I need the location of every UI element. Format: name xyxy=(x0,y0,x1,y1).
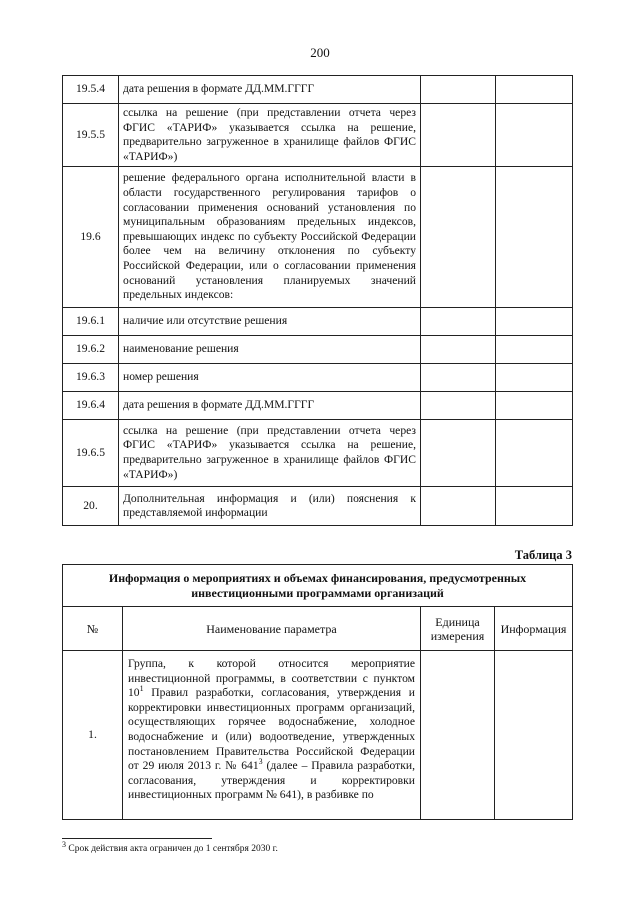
table-title: Информация о мероприятиях и объемах финансирования, предусмотренных инвестиционными программами организаций xyxy=(63,565,573,607)
footnote xyxy=(62,839,278,854)
table-row xyxy=(63,419,573,486)
unit-cell xyxy=(421,651,495,820)
header-number: № xyxy=(63,607,123,651)
unit-cell xyxy=(421,335,496,363)
row-number: 19.6.4 xyxy=(63,391,119,419)
row-text xyxy=(123,651,421,820)
row-number: 19.5.5 xyxy=(63,104,119,167)
investment-table xyxy=(62,564,573,820)
row-number: 19.5.4 xyxy=(63,76,119,104)
footnote-ref: 1 xyxy=(139,684,144,694)
info-cell xyxy=(496,167,573,307)
header-parameter: Наименование параметра xyxy=(123,607,421,651)
row-number: 20. xyxy=(63,487,119,526)
unit-cell xyxy=(421,391,496,419)
row-text-part: Группа, к которой относится мероприятие инвестиционной программы, в соответствии с пунктом 10 xyxy=(128,657,415,700)
row-number: 19.6.3 xyxy=(63,363,119,391)
header-unit: Единица измерения xyxy=(421,607,495,651)
row-number: 19.6.1 xyxy=(63,307,119,335)
footnote-divider xyxy=(62,838,212,839)
row-number: 19.6.5 xyxy=(63,419,119,486)
table-row xyxy=(63,363,573,391)
row-text: дата решения в формате ДД.ММ.ГГГГ xyxy=(119,76,421,104)
row-number: 19.6.2 xyxy=(63,335,119,363)
info-cell xyxy=(496,76,573,104)
table-row xyxy=(63,335,573,363)
table-label: Таблица 3 xyxy=(514,548,572,562)
unit-cell xyxy=(421,104,496,167)
info-cell xyxy=(495,651,573,820)
info-cell xyxy=(496,487,573,526)
info-cell xyxy=(496,363,573,391)
info-cell xyxy=(496,104,573,167)
row-text: дата решения в формате ДД.ММ.ГГГГ xyxy=(119,391,421,419)
row-text: наличие или отсутствие решения xyxy=(119,307,421,335)
row-text: номер решения xyxy=(119,363,421,391)
table-title-row xyxy=(63,565,573,607)
row-text: наименование решения xyxy=(119,335,421,363)
row-number: 1. xyxy=(63,651,123,820)
row-text: Дополнительная информация и (или) пояснения к представляемой информации xyxy=(119,487,421,526)
unit-cell xyxy=(421,363,496,391)
page-number: 200 xyxy=(310,45,330,60)
unit-cell xyxy=(421,487,496,526)
info-cell xyxy=(496,335,573,363)
table-row xyxy=(63,104,573,167)
unit-cell xyxy=(421,419,496,486)
row-text: ссылка на решение (при представлении отчета через ФГИС «ТАРИФ» указывается ссылка на решение, предварительно загруженное в хранилище файлов ФГИС «ТАРИФ») xyxy=(119,419,421,486)
table-row xyxy=(63,76,573,104)
info-cell xyxy=(496,419,573,486)
header-info: Информация xyxy=(495,607,573,651)
footnote-text: Срок действия акта ограничен до 1 сентября 2030 г. xyxy=(66,844,278,854)
table-row xyxy=(63,167,573,307)
unit-cell xyxy=(421,76,496,104)
row-text-part: (далее – Правила разработки, согласования, утверждения и корректировки инвестиционных программ № 641), в разбивке по xyxy=(128,759,415,802)
footnote-ref: 3 xyxy=(258,757,263,767)
table-header-row xyxy=(63,607,573,651)
row-number: 19.6 xyxy=(63,167,119,307)
info-cell xyxy=(496,391,573,419)
row-text-part: Правил разработки, согласования, утверждения и корректировки инвестиционных программ организаций, осуществляющих горячее водоснабжение, холодное водоснабжение и (или) водоотведение, утвержденных постановлением Правительства Российской Федерации от 29 июля 2013 г. № 641 xyxy=(128,686,415,773)
info-cell xyxy=(496,307,573,335)
row-text: ссылка на решение (при представлении отчета через ФГИС «ТАРИФ» указывается ссылка на решение, предварительно загруженное в хранилище файлов ФГИС «ТАРИФ») xyxy=(119,104,421,167)
row-text: решение федерального органа исполнительной власти в области государственного регулирования тарифов о согласовании применения оснований установления по муниципальным образованиям предельных индексов, превышающих индекс по субъекту Российской Федерации более чем на величину отклонения по субъекту Российской Федерации, или о согласовании применения оснований установления планируемых значений предельных индексов: xyxy=(119,167,421,307)
table-row xyxy=(63,391,573,419)
table-row xyxy=(63,651,573,820)
parameters-table xyxy=(62,75,573,526)
footnote-marker: 3 xyxy=(62,839,66,849)
unit-cell xyxy=(421,167,496,307)
table-row xyxy=(63,487,573,526)
table-row xyxy=(63,307,573,335)
unit-cell xyxy=(421,307,496,335)
